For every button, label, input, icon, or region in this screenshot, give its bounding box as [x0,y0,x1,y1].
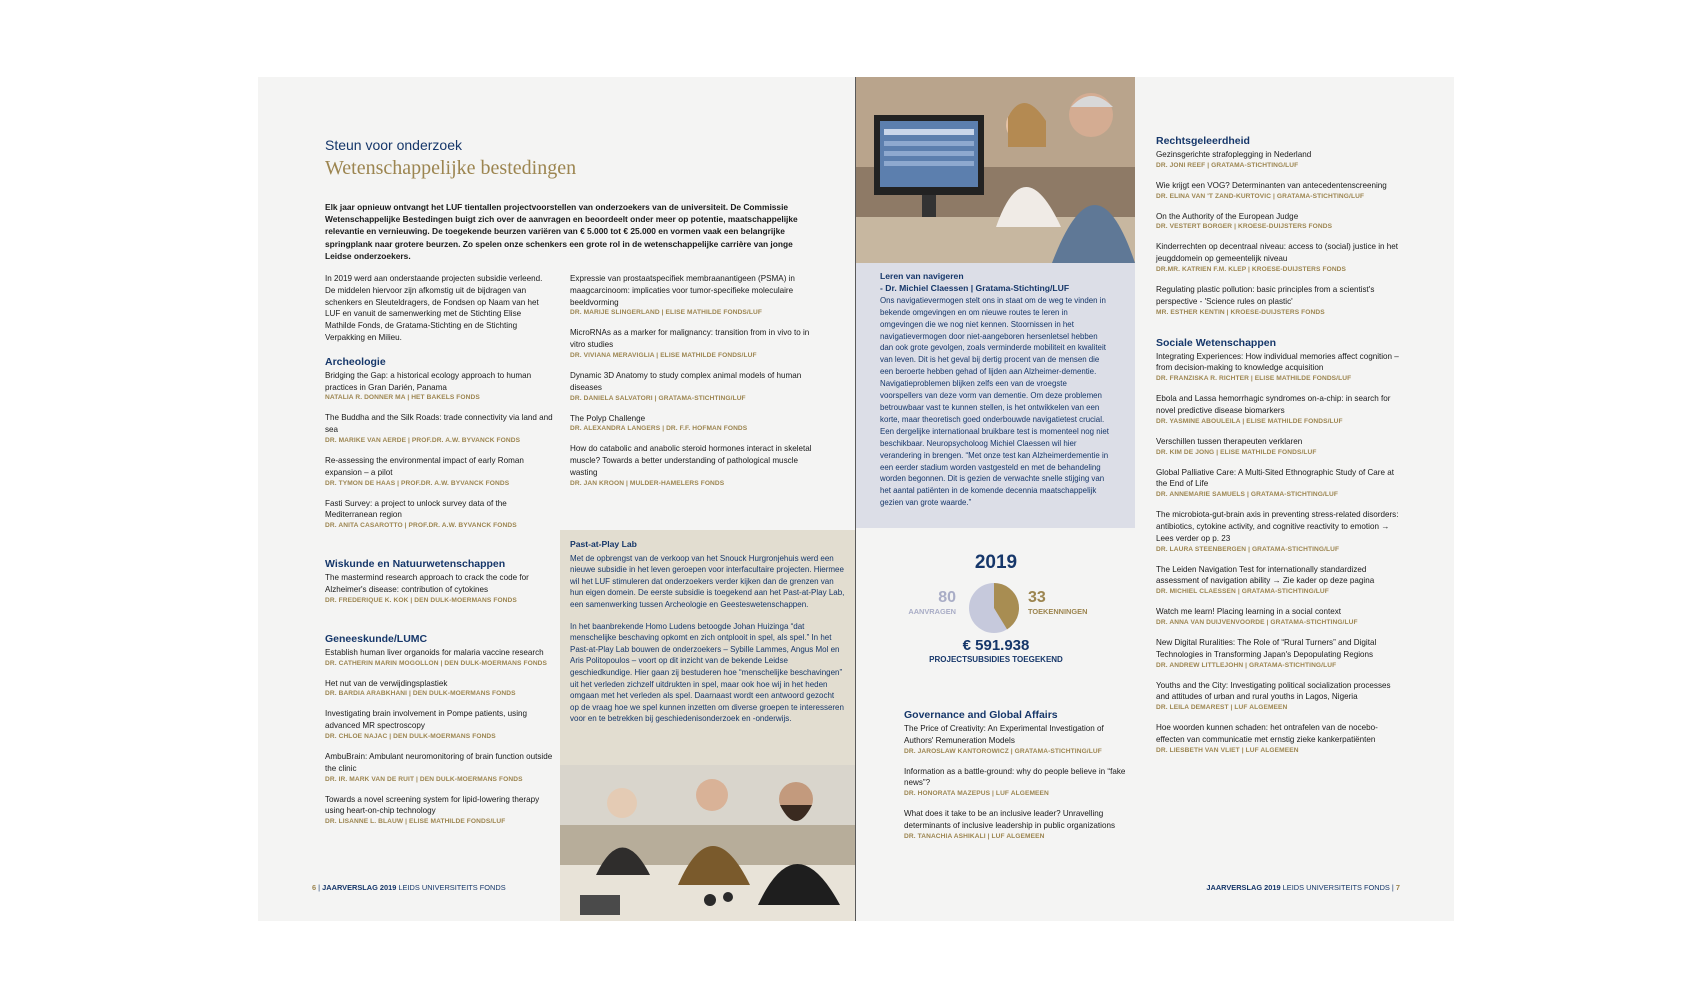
project-title: How do catabolic and anabolic steroid hormones interact in skeletal muscle? Towards a better understanding of pathological muscle wasting [570,444,812,477]
section-heading-archeologie: Archeologie [325,355,386,368]
past-at-play-box [560,530,855,765]
governance-column [904,705,1134,851]
archeologie-list [325,370,553,531]
project-entry [325,794,553,828]
total-amount-label: PROJECTSUBSIDIES TOEGEKEND [929,655,1063,664]
page-number: 7 [1395,883,1400,892]
project-author: DR. LEILA DEMAREST | LUF ALGEMEEN [1156,704,1288,712]
rechts-list [1156,149,1406,318]
section-heading-geneeskunde: Geneeskunde/LUMC [325,632,428,645]
project-entry [1156,606,1406,628]
project-title: On the Authority of the European Judge [1156,211,1299,221]
project-entry [1156,436,1406,458]
project-author: DR. DANIELA SALVATORI | GRATAMA-STICHTING/LUF [570,394,746,402]
grants-label: TOEKENNINGEN [1028,607,1088,616]
project-entry [1156,467,1406,501]
footer-right: JAARVERSLAG 2019 LEIDS UNIVERSITEITS FONDS | 7 [1206,883,1400,892]
project-entry [1156,680,1406,714]
project-title: The Polyp Challenge [570,413,646,423]
project-author: DR. VESTERT BORGER | KROESE-DUIJSTERS FONDS [1156,223,1333,231]
project-title: Establish human liver organoids for malaria vaccine research [325,647,544,657]
body-paragraph: In 2019 werd aan onderstaande projecten subsidie verleend. De middelen hiervoor zijn afkomstig uit de bijdragen van schenkers en Sleuteldragers, de Fondsen op Naam van het LUF en vanuit de samenwerking met de Stichting Elise Mathilde Fonds, de Gratama-Stichting en de Stichting Verpakking en Milieu. [325,274,543,342]
project-author: DR. TYMON DE HAAS | PROF.DR. A.W. BYVANCK FONDS [325,479,510,487]
left-column-1 [325,273,553,836]
project-entry [325,455,553,489]
project-entry [325,370,553,404]
section-heading-governance: Governance and Global Affairs [904,709,1058,721]
project-author: DR. JAROSLAW KANTOROWICZ | GRATAMA-STICHTING/LUF [904,747,1102,755]
project-entry [570,273,815,318]
box-paragraph-2: In het baanbrekende Homo Ludens betoogde Johan Huizinga “dat menschelijke beschaving opkomt en zich ontplooit in spel, als spel.” In het Past-at-Play Lab bouwen de onderzoekers – Sybille Lammes, Angus Mol en Aris Politopoulos – voort op dit inzicht van de bekende Leidse geschiedkundige. Hier gaan zij bestuderen hoe “menschelijke beschavingen” uit het verleden zichzelf uitdrukten in spel, maar ook hoe wij in het heden omgaan met het verleden als spel. Daarnaast wordt een antwoord gezocht op de vraag hoe we spel kunnen inzetten om diverse groepen te interesseren voor en te betrekken bij geschiedenisonderzoek en -onderwijs. [570,621,844,724]
project-title: Kinderrechten op decentraal niveau: access to (social) justice in het jeugddomein op gemeentelijk niveau [1156,242,1399,264]
project-author: NATALIA R. DONNER MA | HET BAKELS FONDS [325,394,480,402]
project-author: DR. LIESBETH VAN VLIET | LUF ALGEMEEN [1156,746,1299,754]
sociale-list [1156,351,1406,756]
project-author: DR. ANNEMARIE SAMUELS | GRATAMA-STICHTING/LUF [1156,491,1339,499]
intro-paragraph: Elk jaar opnieuw ontvangt het LUF tientallen projectvoorstellen van onderzoekers van de universiteit. De Commissie Wetenschappelijke Bestedingen buigt zich over de aanvragen en beoordeelt onder meer op potentie, maatschappelijke relevantie en vernieuwing. De toegekende beurzen variëren van € 5.000 tot € 25.000 en vormen vaak een belangrijke springplank naar grotere beurzen. Zo spelen onze schenkers een grote rol in de wetenschappelijke carrière van jonge Leidse onderzoekers. [325,202,798,261]
project-entry [904,808,1134,842]
project-title: Global Palliative Care: A Multi-Sited Ethnographic Study of Care at the End of Life [1156,467,1394,489]
project-title: Fasti Survey: a project to unlock survey data of the Mediterranean region [325,498,507,520]
project-author: DR. CHLOE NAJAC | DEN DULK-MOERMANS FONDS [325,732,496,740]
right-page [856,77,1454,921]
project-entry [325,708,553,742]
project-title: Ebola and Lassa hemorrhagic syndromes on-a-chip: in search for novel predictive disease biomarkers [1156,394,1391,415]
grants-count: 33 [1028,589,1046,606]
left-page [258,77,855,921]
box-subheading: - Dr. Michiel Claessen | Gratama-Stichting/LUF [880,282,1070,293]
project-author: DR. ALEXANDRA LANGERS | DR. F.F. HOFMAN FONDS [570,425,748,433]
grants-pie-chart [968,582,1020,634]
project-entry [1156,211,1406,233]
geneeskunde-list-continued [570,273,815,489]
project-title: AmbuBrain: Ambulant neuromonitoring of brain function outside the clinic [325,751,553,773]
project-entry [325,647,553,669]
left-column-2 [570,273,815,498]
applications-count: 80 [938,589,956,606]
project-author: DR. ELINA VAN 'T ZAND-KURTOVIC | GRATAMA-STICHTING/LUF [1156,192,1365,200]
footer-org: LEIDS UNIVERSITEITS FONDS [398,883,506,892]
project-author: DR. FREDERIQUE K. KOK | DEN DULK-MOERMANS FONDS [325,596,517,604]
project-title: Bridging the Gap: a historical ecology approach to human practices in Gran Darién, Panama [325,370,532,392]
box-paragraph-1: Met de opbrengst van de verkoop van het Snouck Hurgronjehuis werd een nieuwe subsidie in het leven geroepen voor interfacultaire projecten. Hiermee wil het LUF stimuleren dat onderzoekers verder kijken dan de grenzen van hun eigen domein. De eerste subsidie is toegekend aan het Past-at-Play Lab, een samenwerking tussen Archeologie en Geesteswetenschappen. [570,553,845,609]
magazine-spread [258,77,1454,921]
box-heading: Leren van navigeren [880,271,964,281]
project-title: Towards a novel screening system for lipid-lowering therapy using heart-on-chip technology [325,794,540,816]
project-title: Youths and the City: Investigating political socialization processes and attitudes of urban and rural youths in Lagos, Nigeria [1156,680,1391,702]
project-title: The Leiden Navigation Test for internationally standardized assessment of navigation ability → Zie kader op deze pagina [1156,564,1375,586]
project-entry [1156,149,1406,171]
stats-year: 2019 [974,552,1018,573]
project-title: Expressie van prostaatspecifiek membraanantigeen (PSMA) in maagcarcinoom: implicaties voor tumor-specifieke moleculaire beeldvorming [570,274,795,307]
project-author: DR. MARIKE VAN AERDE | PROF.DR. A.W. BYVANCK FONDS [325,436,521,444]
project-entry [570,413,815,435]
project-entry [1156,180,1406,202]
project-author: DR. HONORATA MAZEPUS | LUF ALGEMEEN [904,790,1049,798]
wiskunde-list [325,572,553,606]
project-title: What does it take to be an inclusive leader? Unravelling determinants of inclusive leadership in public organizations [904,809,1116,830]
footer-report: JAARVERSLAG 2019 [1206,883,1281,892]
footer-left: 6 | JAARVERSLAG 2019 LEIDS UNIVERSITEITS FONDS [312,883,506,892]
box-heading: Past-at-Play Lab [570,539,637,549]
project-entry [1156,351,1406,385]
project-title: Investigating brain involvement in Pompe patients, using advanced MR spectroscopy [325,709,528,731]
project-title: MicroRNAs as a marker for malignancy: transition from in vivo to in vitro studies [570,328,810,350]
geneeskunde-list [325,647,553,827]
project-title: The Buddha and the Silk Roads: trade connectivity via land and sea [325,413,553,435]
project-title: New Digital Ruralities: The Role of “Rural Turners” and Digital Technologies in Transforming Japan's Depopulating Regions [1156,637,1377,659]
project-author: DR.MR. KATRIEN F.M. KLEP | KROESE-DUIJSTERS FONDS [1156,265,1347,273]
project-entry [325,498,553,532]
applications-label: AANVRAGEN [908,607,956,616]
project-author: DR. ANITA CASAROTTO | PROF.DR. A.W. BYVANCK FONDS [325,522,517,530]
project-title: Re-assessing the environmental impact of early Roman expansion – a pilot [325,455,524,477]
footer-org: LEIDS UNIVERSITEITS FONDS [1282,883,1390,892]
project-entry [1156,509,1406,554]
project-entry [570,370,815,404]
project-author: DR. ANNA VAN DUIJVENVOORDE | GRATAMA-STICHTING/LUF [1156,618,1358,626]
project-entry [1156,393,1406,427]
project-entry [570,327,815,361]
section-heading-wiskunde: Wiskunde en Natuurwetenschappen [325,558,506,571]
box-text: Ons navigatievermogen stelt ons in staat om de weg te vinden in bekende omgevingen en om nieuwe routes te leren in omgevingen die we nog niet kennen. Stoornissen in het navigatievermogen door niet-aangeboren hersenletsel hebben dan ook grote gevolgen, zoals verminderde mobiliteit en kwaliteit van leven. Dit is het geval bij dertig procent van de mensen die een beroerte hebben gehad of lijden aan Alzheimer-dementie. Navigatieproblemen blijken zelfs een van de vroegste voorspellers van deze vorm van dementie. Om deze problemen betrouwbaar vast te kunnen stellen, is het ontwikkelen van een korte, maar theoretisch goed onderbouwde navigatietest crucial. Een dergelijke internationaal bruikbare test is momenteel nog niet beschikbaar. Neuropsycholoog Michiel Claessen wil hier verandering in brengen. “Met onze test kan Alzheimerdementie in een eerder stadium worden vastgesteld en met de behandeling worden begonnen. Dit is gezien de verwachte snelle stijging van het aantal patiënten in de komende decennia maatschappelijk gezien van grote waarde.” [880,295,1109,508]
project-author: DR. LISANNE L. BLAUW | ELISE MATHILDE FONDS/LUF [325,818,506,826]
project-entry [1156,722,1406,756]
navigation-box [856,263,1135,528]
project-author: DR. MARIJE SLINGERLAND | ELISE MATHILDE FONDS/LUF [570,309,762,317]
project-entry [1156,564,1406,598]
project-title: Regulating plastic pollution: basic principles from a scientist's perspective - 'Science rules on plastic' [1156,284,1375,306]
project-entry [325,751,553,785]
project-entry [1156,241,1406,275]
project-author: DR. TANACHIA ASHIKALI | LUF ALGEMEEN [904,832,1045,840]
section-heading-sociale: Sociale Wetenschappen [1156,336,1277,349]
project-author: DR. CATHERIN MARIN MOGOLLON | DEN DULK-MOERMANS FONDS [325,659,548,667]
project-author: DR. JONI REEF | GRATAMA-STICHTING/LUF [1156,161,1299,169]
project-entry [570,443,815,488]
section-kicker: Steun voor onderzoek [325,137,462,153]
project-title: Wie krijgt een VOG? Determinanten van antecedentenscreening [1156,180,1387,190]
project-title: Integrating Experiences: How individual memories affect cognition – from decision-making to knowledge acquisition [1156,351,1399,373]
project-title: The mastermind research approach to crack the code for Alzheimer's disease: contribution of cytokines [325,573,529,594]
project-entry [325,412,553,446]
project-entry [904,766,1134,800]
project-entry [904,723,1134,757]
project-title: Het nut van de verwijdingsplastiek [325,678,448,688]
project-title: Information as a battle-ground: why do people believe in “fake news”? [904,766,1126,788]
project-title: Watch me learn! Placing learning in a social context [1156,607,1342,617]
project-author: DR. LAURA STEENBERGEN | GRATAMA-STICHTING/LUF [1156,545,1340,553]
page-number: 6 [312,883,317,892]
total-amount: € 591.938 [962,637,1030,654]
project-entry [1156,637,1406,671]
page-title: Wetenschappelijke bestedingen [325,157,577,179]
project-author: DR. IR. MARK VAN DE RUIT | DEN DULK-MOERMANS FONDS [325,775,523,783]
project-entry [1156,284,1406,318]
project-title: The Price of Creativity: An Experimental Investigation of Authors' Remuneration Models [904,724,1104,745]
project-author: DR. ANDREW LITTLEJOHN | GRATAMA-STICHTING/LUF [1156,661,1337,669]
footer-report: JAARVERSLAG 2019 [322,883,397,892]
project-title: Hoe woorden kunnen schaden: het ontrafelen van de nocebo-effecten van communicatie met ernstig zieke kankerpatiënten [1156,723,1378,744]
project-title: The microbiota-gut-brain axis in preventing stress-related disorders: antibiotics, cytokine activity, and cognitive reactivity to emotion → Lees verder op p. 23 [1156,510,1399,543]
researchers-photo [560,765,855,921]
project-author: DR. BARDIA ARABKHANI | DEN DULK-MOERMANS FONDS [325,690,516,698]
grant-statistics [896,552,1096,662]
project-title: Verschillen tussen therapeuten verklaren [1156,436,1303,446]
project-title: Dynamic 3D Anatomy to study complex animal models of human diseases [570,370,802,392]
project-author: DR. FRANZISKA R. RICHTER | ELISE MATHILDE FONDS/LUF [1156,375,1352,383]
project-author: DR. VIVIANA MERAVIGLIA | ELISE MATHILDE FONDS/LUF [570,351,757,359]
project-entry [325,572,553,606]
navigation-test-photo [856,77,1135,263]
project-author: DR. KIM DE JONG | ELISE MATHILDE FONDS/LUF [1156,448,1317,456]
project-author: DR. JAN KROON | MULDER-HAMELERS FONDS [570,479,725,487]
project-author: MR. ESTHER KENTIN | KROESE-DUIJSTERS FONDS [1156,308,1325,316]
governance-list [904,723,1134,842]
section-heading-rechts: Rechtsgeleerdheid [1156,135,1250,147]
project-author: DR. YASMINE ABOULEILA | ELISE MATHILDE FONDS/LUF [1156,417,1343,425]
project-author: DR. MICHIEL CLAESSEN | GRATAMA-STICHTING/LUF [1156,588,1329,596]
project-title: Gezinsgerichte strafoplegging in Nederland [1156,150,1312,159]
project-entry [325,678,553,700]
right-column [1156,131,1406,765]
